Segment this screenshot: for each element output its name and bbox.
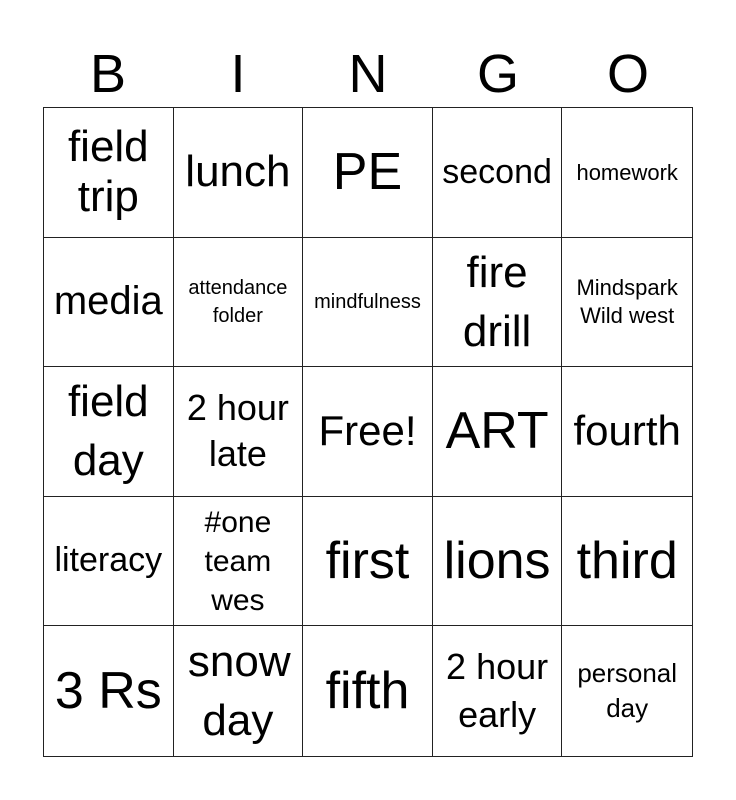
bingo-cell-field-day[interactable] [44,367,174,497]
cell-label: #one team wes [204,505,272,617]
cell-label: Free! [318,407,417,455]
cell-label: field trip [67,121,149,222]
bingo-cell-3-rs[interactable] [44,626,174,756]
bingo-cell-media[interactable] [44,238,174,368]
bingo-cell-2-hour-late[interactable] [174,367,304,497]
header-letter-b: B [89,44,127,104]
cell-label: fourth [573,407,681,455]
bingo-cell-free[interactable] [303,367,433,497]
cell-label: PE [332,142,403,201]
bingo-cell-snow-day[interactable] [174,626,304,756]
cell-label: fire drill [462,247,532,356]
cell-label: mindfulness [314,290,421,313]
bingo-cell-personal-day[interactable] [562,626,692,756]
bingo-cell-lions[interactable] [433,497,563,627]
cell-label: 3 Rs [54,661,162,720]
cell-label: lunch [185,147,291,196]
bingo-cell-fifth[interactable] [303,626,433,756]
cell-label: field day [67,377,149,486]
bingo-cell-third[interactable] [562,497,692,627]
cell-label: Mindspark Wild west [576,275,678,328]
header-letter-g: G [476,44,519,104]
cell-label: ART [445,401,549,460]
bingo-cell-art[interactable] [433,367,563,497]
cell-label: literacy [54,541,163,580]
bingo-cell-first[interactable] [303,497,433,627]
cell-label: fifth [325,661,410,720]
bingo-cell-second[interactable] [433,108,563,238]
header-letter-o: O [606,44,649,104]
bingo-cell-fourth[interactable] [562,367,692,497]
cell-label: second [442,152,552,191]
bingo-cell-pe[interactable] [303,108,433,238]
cell-label: first [325,531,410,590]
cell-label: personal day [577,658,678,724]
bingo-cell-mindspark-wild-west[interactable] [562,238,692,368]
cell-label: lions [443,531,551,590]
cell-label: snow day [187,636,291,746]
bingo-header [43,40,693,108]
cell-label: 2 hour late [186,386,289,475]
cell-label: third [576,531,678,590]
bingo-board [43,107,693,757]
bingo-cell-homework[interactable] [562,108,692,238]
bingo-cell-2-hour-early[interactable] [433,626,563,756]
cell-label: homework [576,159,678,185]
bingo-cell-one-team-wes[interactable] [174,497,304,627]
header-letter-n: N [348,44,388,104]
header-letter-i: I [230,44,246,104]
bingo-cell-attendance-folder[interactable] [174,238,304,368]
bingo-cell-lunch[interactable] [174,108,304,238]
cell-label: media [53,279,163,324]
cell-label: 2 hour early [446,645,549,736]
cell-label: attendance folder [188,276,288,327]
bingo-cell-literacy[interactable] [44,497,174,627]
bingo-cell-field-trip[interactable] [44,108,174,238]
bingo-cell-mindfulness[interactable] [303,238,433,368]
bingo-cell-fire-drill[interactable] [433,238,563,368]
